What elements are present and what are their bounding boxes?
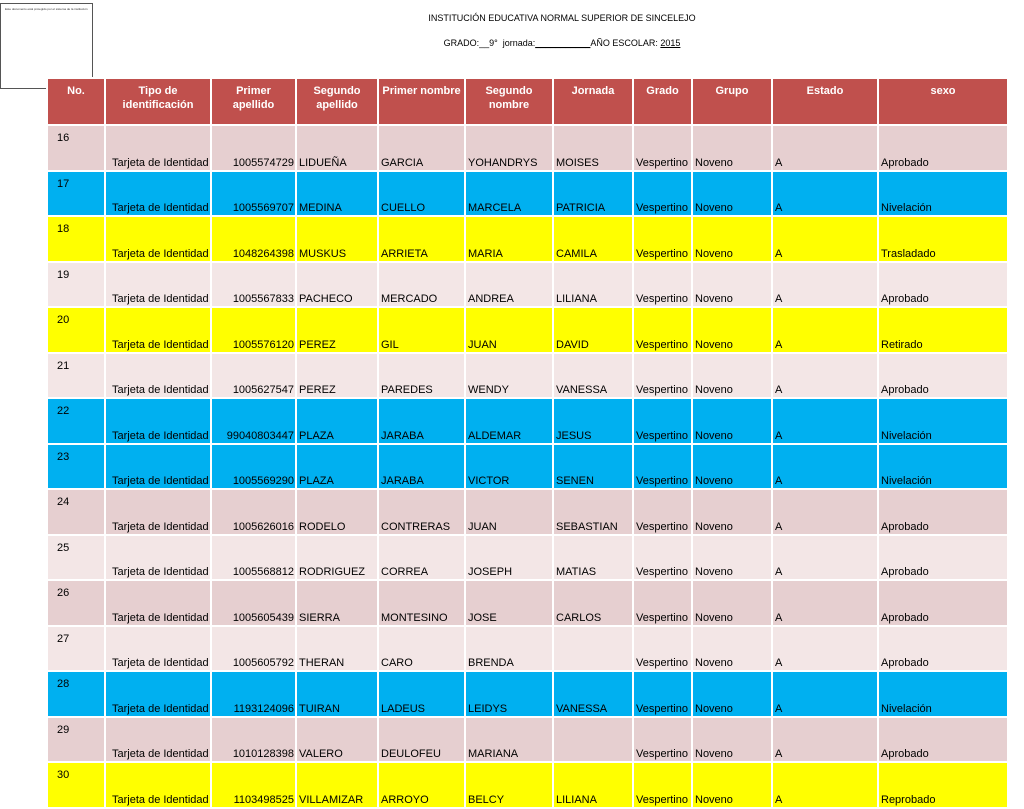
row-segundo-nombre: VANESSA (553, 353, 633, 399)
row-tipo-identificacion: Tarjeta de Identidad (105, 580, 211, 626)
row-no: 23 (47, 444, 105, 490)
row-primer-apellido: PEREZ (296, 307, 378, 353)
table-row (47, 489, 1008, 535)
row-grupo: A (772, 353, 878, 399)
row-segundo-apellido: CONTRERAS (378, 489, 465, 535)
row-segundo-apellido: GARCIA (378, 125, 465, 171)
row-documento: 1010128398 (211, 717, 296, 763)
row-tipo-identificacion: Tarjeta de Identidad (105, 216, 211, 262)
row-grupo: A (772, 580, 878, 626)
table-row (47, 125, 1008, 171)
row-no: 19 (47, 262, 105, 308)
row-documento: 1005626016 (211, 489, 296, 535)
row-documento: 1005605792 (211, 626, 296, 672)
row-grado: Noveno (692, 580, 772, 626)
row-grupo: A (772, 307, 878, 353)
col-header-grupo: Grupo (692, 78, 772, 125)
row-documento: 1103498525 (211, 762, 296, 808)
row-documento: 1048264398 (211, 216, 296, 262)
row-segundo-apellido: LADEUS (378, 671, 465, 717)
row-segundo-nombre: PATRICIA (553, 171, 633, 217)
row-tipo-identificacion: Tarjeta de Identidad (105, 125, 211, 171)
row-grupo: A (772, 489, 878, 535)
row-grado: Noveno (692, 489, 772, 535)
row-tipo-identificacion: Tarjeta de Identidad (105, 171, 211, 217)
row-primer-apellido: PLAZA (296, 444, 378, 490)
col-header-primer-apellido: Primer apellido (211, 78, 296, 125)
row-primer-nombre: MARCELA (465, 171, 553, 217)
table-row (47, 535, 1008, 581)
row-grupo: A (772, 444, 878, 490)
row-tipo-identificacion: Tarjeta de Identidad (105, 671, 211, 717)
row-jornada: Vespertino (633, 489, 692, 535)
row-grado: Noveno (692, 717, 772, 763)
row-grado: Noveno (692, 216, 772, 262)
row-no: 24 (47, 489, 105, 535)
row-segundo-nombre (553, 626, 633, 672)
row-jornada: Vespertino (633, 626, 692, 672)
row-documento: 1005574729 (211, 125, 296, 171)
row-segundo-nombre: SEBASTIAN (553, 489, 633, 535)
row-segundo-apellido: MONTESINO (378, 580, 465, 626)
row-estado: Aprobado (878, 717, 1008, 763)
row-grado: Noveno (692, 125, 772, 171)
row-documento: 1005605439 (211, 580, 296, 626)
row-segundo-apellido: DEULOFEU (378, 717, 465, 763)
row-segundo-nombre (553, 717, 633, 763)
anio-label: AÑO ESCOLAR: (590, 38, 658, 48)
row-grupo: A (772, 626, 878, 672)
row-jornada: Vespertino (633, 762, 692, 808)
row-segundo-apellido: ARRIETA (378, 216, 465, 262)
col-header-segundo-nombre: Segundo nombre (465, 78, 553, 125)
row-estado: Aprobado (878, 353, 1008, 399)
col-header-no: No. (47, 78, 105, 125)
row-no: 26 (47, 580, 105, 626)
row-segundo-nombre: LILIANA (553, 262, 633, 308)
row-grupo: A (772, 171, 878, 217)
table-row (47, 353, 1008, 399)
row-segundo-apellido: PAREDES (378, 353, 465, 399)
row-primer-nombre: YOHANDRYS (465, 125, 553, 171)
row-primer-apellido: PLAZA (296, 398, 378, 444)
table-row (47, 671, 1008, 717)
row-primer-apellido: TUIRAN (296, 671, 378, 717)
row-no: 25 (47, 535, 105, 581)
row-jornada: Vespertino (633, 307, 692, 353)
row-primer-apellido: RODELO (296, 489, 378, 535)
student-table (46, 77, 1009, 809)
row-grado: Noveno (692, 353, 772, 399)
table-row (47, 626, 1008, 672)
row-documento: 1005576120 (211, 307, 296, 353)
row-primer-nombre: MARIANA (465, 717, 553, 763)
row-grado: Noveno (692, 671, 772, 717)
row-primer-apellido: MUSKUS (296, 216, 378, 262)
table-row (47, 398, 1008, 444)
anio-value: 2015 (660, 38, 681, 48)
row-no: 17 (47, 171, 105, 217)
row-tipo-identificacion: Tarjeta de Identidad (105, 398, 211, 444)
row-jornada: Vespertino (633, 353, 692, 399)
row-segundo-nombre: SENEN (553, 444, 633, 490)
row-grado: Noveno (692, 762, 772, 808)
row-documento: 99040803447 (211, 398, 296, 444)
row-no: 18 (47, 216, 105, 262)
row-segundo-nombre: CAMILA (553, 216, 633, 262)
row-no: 20 (47, 307, 105, 353)
row-segundo-nombre: MOISES (553, 125, 633, 171)
row-primer-apellido: RODRIGUEZ (296, 535, 378, 581)
row-estado: Retirado (878, 307, 1008, 353)
row-primer-apellido: SIERRA (296, 580, 378, 626)
row-grado: Noveno (692, 262, 772, 308)
table-row (47, 762, 1008, 808)
row-segundo-nombre: LILIANA (553, 762, 633, 808)
row-estado: Trasladado (878, 216, 1008, 262)
logo-box-text: Este documento está protegido por el sistema de la institución (5, 7, 88, 11)
row-grado: Noveno (692, 307, 772, 353)
col-header-primer-nombre: Primer nombre (378, 78, 465, 125)
col-header-grado: Grado (633, 78, 692, 125)
row-documento: 1005627547 (211, 353, 296, 399)
row-tipo-identificacion: Tarjeta de Identidad (105, 307, 211, 353)
jornada-label: jornada: (502, 38, 536, 48)
row-primer-nombre: WENDY (465, 353, 553, 399)
row-jornada: Vespertino (633, 671, 692, 717)
row-grupo: A (772, 262, 878, 308)
row-grado: Noveno (692, 535, 772, 581)
row-grupo: A (772, 762, 878, 808)
row-tipo-identificacion: Tarjeta de Identidad (105, 489, 211, 535)
row-tipo-identificacion: Tarjeta de Identidad (105, 262, 211, 308)
row-segundo-apellido: MERCADO (378, 262, 465, 308)
row-estado: Nivelación (878, 398, 1008, 444)
row-primer-apellido: PEREZ (296, 353, 378, 399)
row-no: 29 (47, 717, 105, 763)
row-jornada: Vespertino (633, 580, 692, 626)
row-estado: Aprobado (878, 580, 1008, 626)
table-row (47, 717, 1008, 763)
row-grado: Noveno (692, 398, 772, 444)
row-no: 22 (47, 398, 105, 444)
row-documento: 1005569707 (211, 171, 296, 217)
table-row (47, 262, 1008, 308)
row-primer-nombre: MARIA (465, 216, 553, 262)
row-jornada: Vespertino (633, 398, 692, 444)
row-estado: Aprobado (878, 535, 1008, 581)
row-segundo-nombre: VANESSA (553, 671, 633, 717)
row-primer-nombre: JUAN (465, 489, 553, 535)
row-primer-apellido: PACHECO (296, 262, 378, 308)
row-no: 28 (47, 671, 105, 717)
row-segundo-nombre: JESUS (553, 398, 633, 444)
row-estado: Aprobado (878, 125, 1008, 171)
row-jornada: Vespertino (633, 535, 692, 581)
row-jornada: Vespertino (633, 171, 692, 217)
row-primer-nombre: ALDEMAR (465, 398, 553, 444)
row-segundo-apellido: ARROYO (378, 762, 465, 808)
row-primer-apellido: MEDINA (296, 171, 378, 217)
row-grado: Noveno (692, 171, 772, 217)
row-segundo-apellido: JARABA (378, 398, 465, 444)
row-segundo-apellido: GIL (378, 307, 465, 353)
row-grado: Noveno (692, 444, 772, 490)
table-row (47, 307, 1008, 353)
row-primer-apellido: VILLAMIZAR (296, 762, 378, 808)
row-segundo-apellido: CUELLO (378, 171, 465, 217)
row-grado: Noveno (692, 626, 772, 672)
row-grupo: A (772, 216, 878, 262)
jornada-value: ___________ (535, 38, 591, 48)
row-tipo-identificacion: Tarjeta de Identidad (105, 353, 211, 399)
row-primer-nombre: JOSEPH (465, 535, 553, 581)
row-estado: Aprobado (878, 262, 1008, 308)
row-no: 21 (47, 353, 105, 399)
row-no: 30 (47, 762, 105, 808)
row-no: 27 (47, 626, 105, 672)
row-documento: 1005569290 (211, 444, 296, 490)
row-no: 16 (47, 125, 105, 171)
row-primer-nombre: ANDREA (465, 262, 553, 308)
row-primer-nombre: LEIDYS (465, 671, 553, 717)
institution-title: INSTITUCIÓN EDUCATIVA NORMAL SUPERIOR DE SINCELEJO (428, 13, 696, 23)
table-row (47, 216, 1008, 262)
row-documento: 1005567833 (211, 262, 296, 308)
row-tipo-identificacion: Tarjeta de Identidad (105, 717, 211, 763)
row-primer-nombre: JOSE (465, 580, 553, 626)
row-segundo-nombre: MATIAS (553, 535, 633, 581)
table-header-row (47, 78, 1008, 125)
row-estado: Nivelación (878, 671, 1008, 717)
row-primer-nombre: BELCY (465, 762, 553, 808)
row-grupo: A (772, 398, 878, 444)
row-primer-nombre: BRENDA (465, 626, 553, 672)
row-tipo-identificacion: Tarjeta de Identidad (105, 535, 211, 581)
row-grupo: A (772, 125, 878, 171)
row-jornada: Vespertino (633, 216, 692, 262)
row-segundo-nombre: DAVID (553, 307, 633, 353)
row-documento: 1193124096 (211, 671, 296, 717)
row-primer-apellido: THERAN (296, 626, 378, 672)
row-primer-apellido: VALERO (296, 717, 378, 763)
table-row (47, 171, 1008, 217)
row-grupo: A (772, 717, 878, 763)
row-primer-nombre: VICTOR (465, 444, 553, 490)
row-documento: 1005568812 (211, 535, 296, 581)
row-estado: Aprobado (878, 489, 1008, 535)
row-jornada: Vespertino (633, 262, 692, 308)
table-row (47, 580, 1008, 626)
row-primer-apellido: LIDUEÑA (296, 125, 378, 171)
grado-label: GRADO: (443, 38, 480, 48)
row-jornada: Vespertino (633, 444, 692, 490)
row-segundo-apellido: CORREA (378, 535, 465, 581)
row-estado: Nivelación (878, 444, 1008, 490)
row-tipo-identificacion: Tarjeta de Identidad (105, 626, 211, 672)
row-segundo-apellido: JARABA (378, 444, 465, 490)
row-tipo-identificacion: Tarjeta de Identidad (105, 762, 211, 808)
table-row (47, 444, 1008, 490)
grade-line (0, 38, 1024, 48)
row-tipo-identificacion: Tarjeta de Identidad (105, 444, 211, 490)
row-jornada: Vespertino (633, 717, 692, 763)
row-grupo: A (772, 535, 878, 581)
row-jornada: Vespertino (633, 125, 692, 171)
row-estado: Reprobado (878, 762, 1008, 808)
row-segundo-apellido: CARO (378, 626, 465, 672)
row-estado: Aprobado (878, 626, 1008, 672)
col-header-jornada: Jornada (553, 78, 633, 125)
row-segundo-nombre: CARLOS (553, 580, 633, 626)
row-primer-nombre: JUAN (465, 307, 553, 353)
grado-value: __9° (479, 38, 498, 48)
row-estado: Nivelación (878, 171, 1008, 217)
col-header-sexo: sexo (878, 78, 1008, 125)
col-header-estado: Estado (772, 78, 878, 125)
row-grupo: A (772, 671, 878, 717)
col-header-tipo: Tipo de identificación (105, 78, 211, 125)
col-header-segundo-apellido: Segundo apellido (296, 78, 378, 125)
